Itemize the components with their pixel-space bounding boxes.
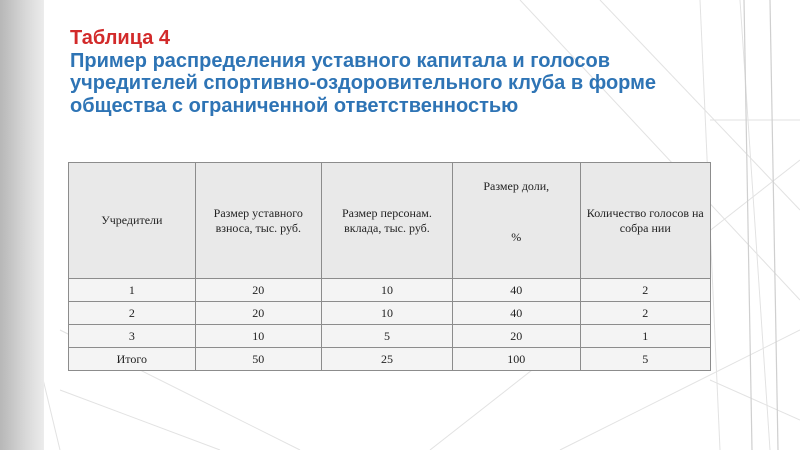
table-cell: 20 (195, 302, 321, 325)
header-personal-deposit: Размер персонам. вклада, тыс. руб. (321, 163, 452, 279)
table-row (69, 279, 711, 302)
left-accent-bar (0, 0, 44, 450)
table-cell: 2 (69, 302, 196, 325)
slide-title (70, 27, 710, 117)
table-cell: 5 (321, 325, 452, 348)
table-header-row (69, 163, 711, 279)
header-share (452, 163, 580, 279)
header-share-text: Размер доли, (483, 178, 550, 193)
table-row (69, 325, 711, 348)
table-row-total (69, 348, 711, 371)
table-cell: 40 (452, 302, 580, 325)
table-cell: 2 (580, 302, 710, 325)
table-label: Таблица 4 (70, 27, 171, 49)
table-cell: 50 (195, 348, 321, 371)
table-cell: 25 (321, 348, 452, 371)
header-founders: Учредители (69, 163, 196, 279)
table-cell: 2 (580, 279, 710, 302)
table-cell: 40 (452, 279, 580, 302)
table-cell: 100 (452, 348, 580, 371)
table-cell: 10 (321, 279, 452, 302)
capital-distribution-table (68, 162, 711, 371)
table-row (69, 302, 711, 325)
table-cell: 1 (69, 279, 196, 302)
table-cell: 20 (195, 279, 321, 302)
title-text: Пример распределения уставного капитала и голосов учредителей спортивно-оздоровительного клуба в форме общества с ограниченной ответственностью (70, 49, 657, 117)
table-cell: 1 (580, 325, 710, 348)
table-cell: 3 (69, 325, 196, 348)
header-votes: Количество голосов на собра нии (580, 163, 710, 279)
header-contribution: Размер уставного взноса, тыс. руб. (195, 163, 321, 279)
table-cell: 10 (321, 302, 452, 325)
header-share-unit: % (511, 229, 522, 244)
table-cell: 20 (452, 325, 580, 348)
table-cell: 10 (195, 325, 321, 348)
table-cell: 5 (580, 348, 710, 371)
table-cell: Итого (69, 348, 196, 371)
